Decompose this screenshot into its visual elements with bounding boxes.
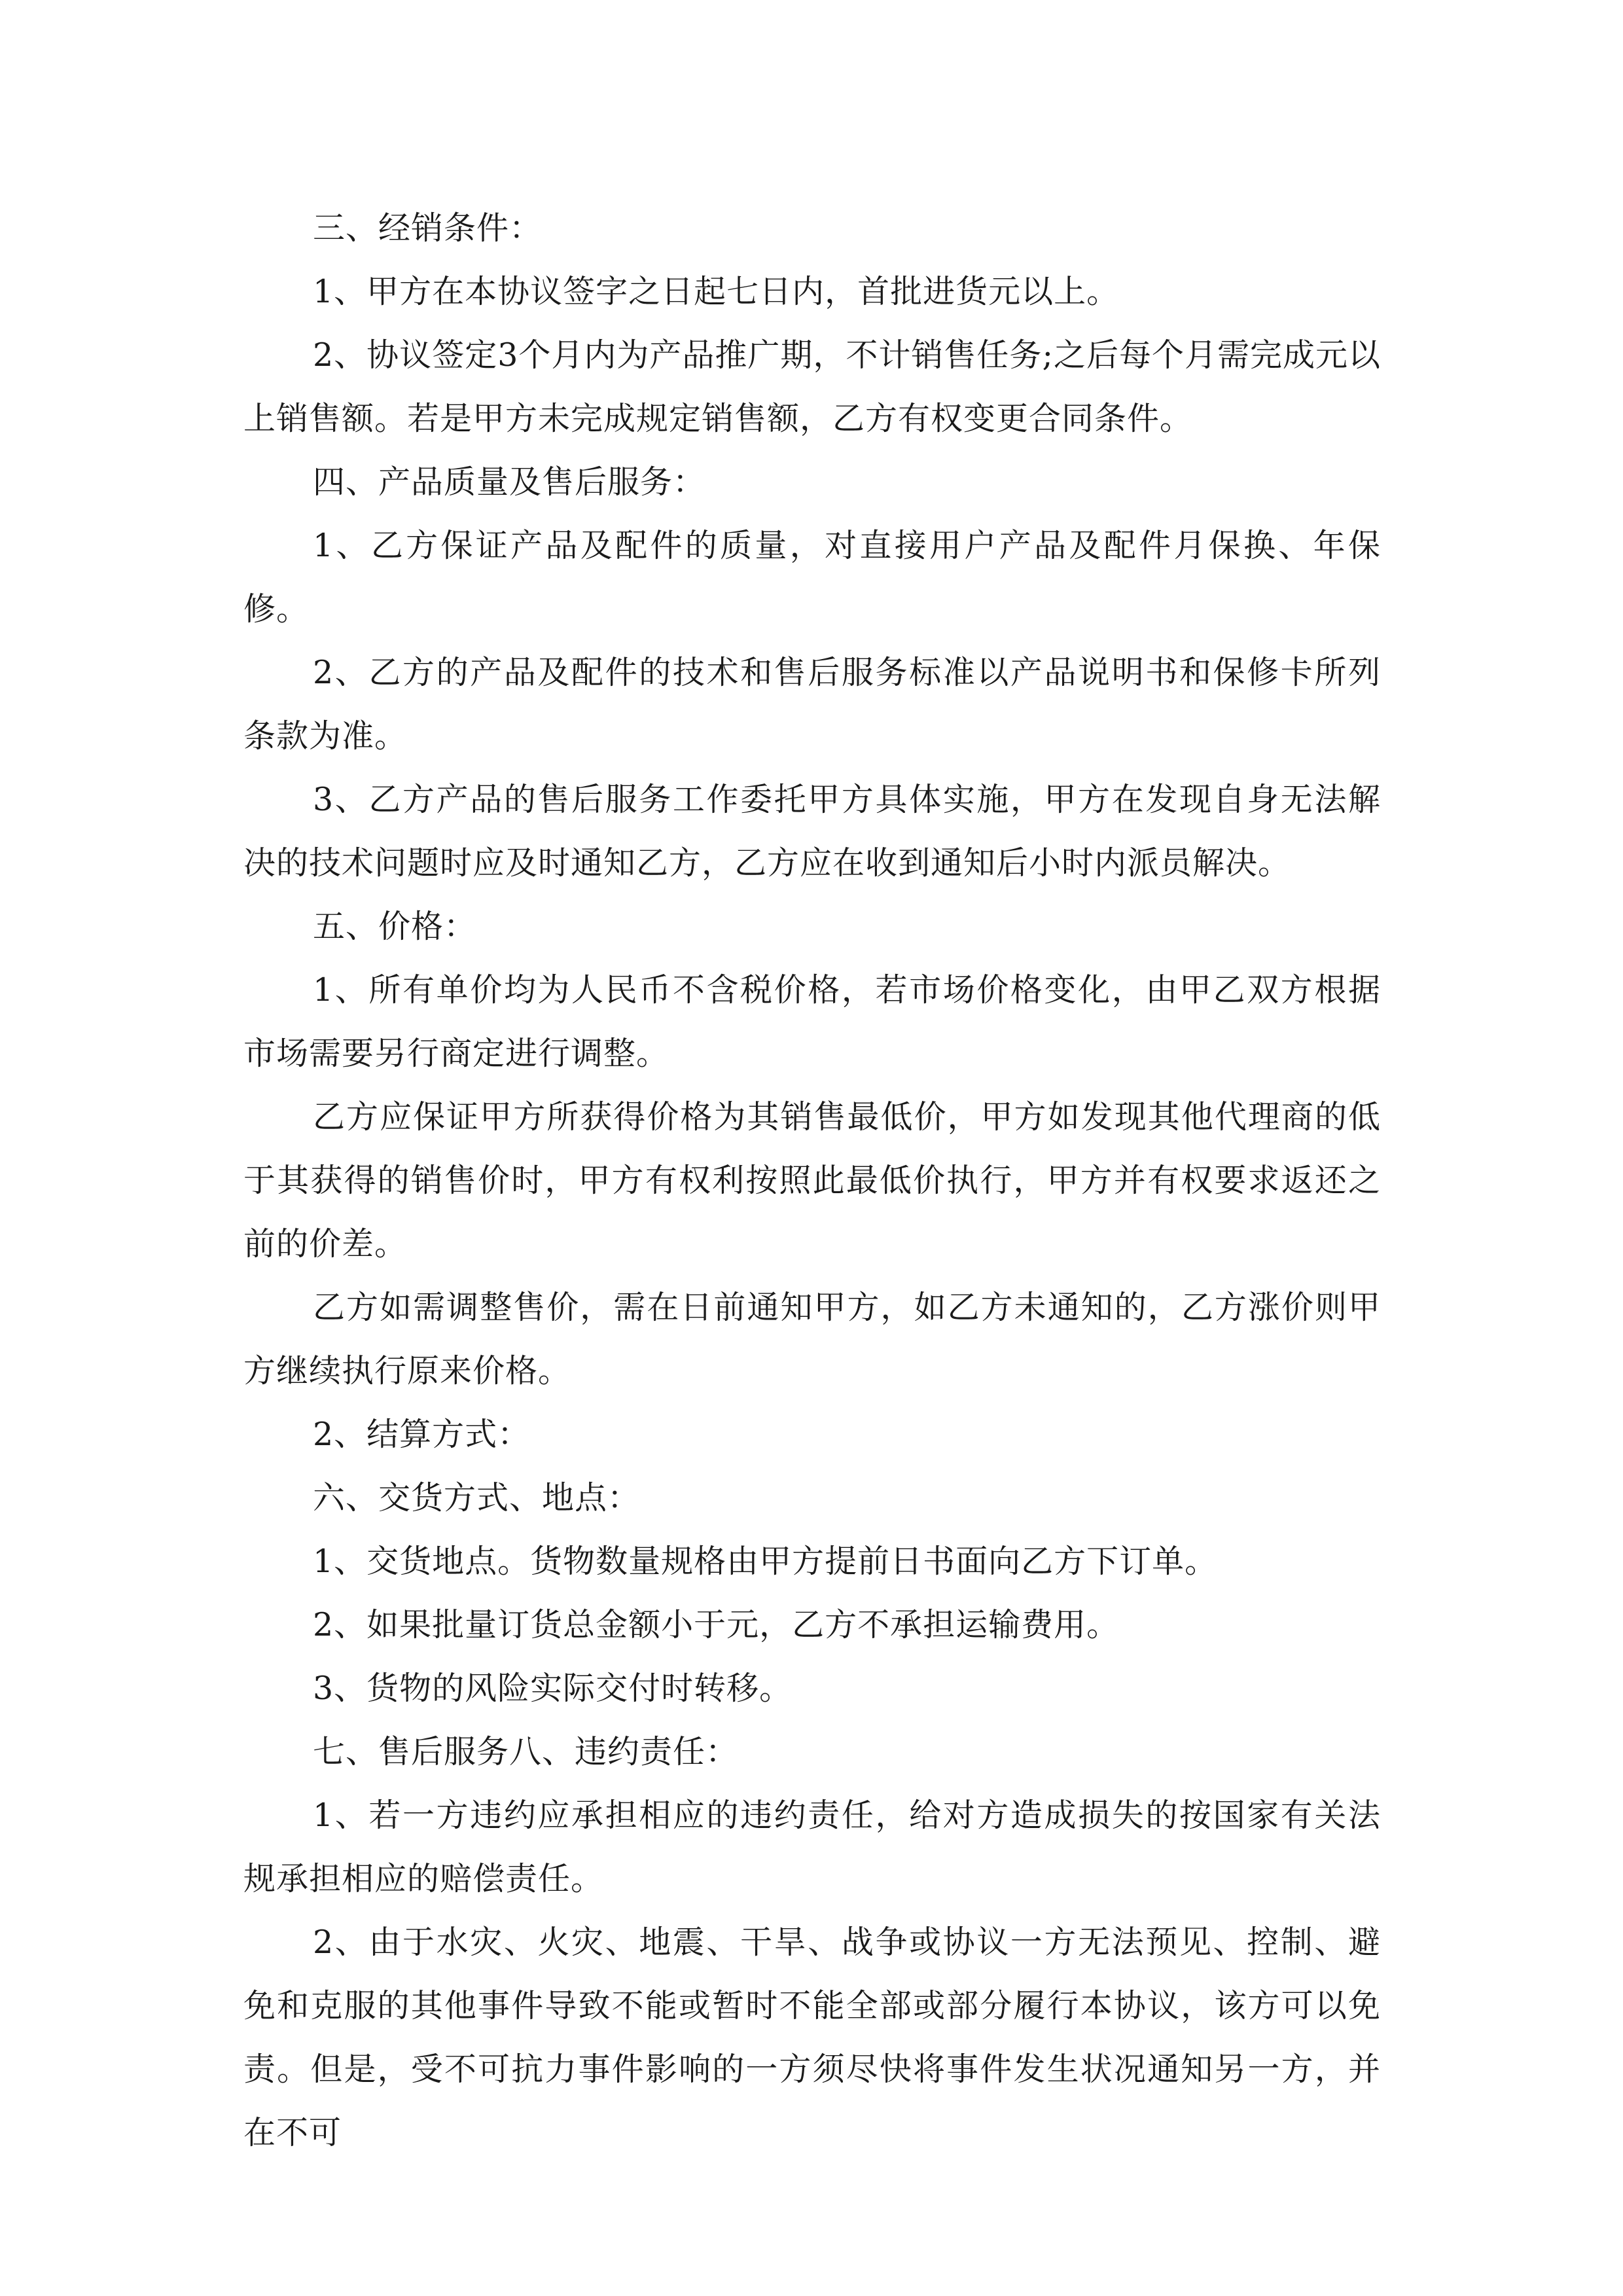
clause-settlement: 2、结算方式： [313, 1416, 531, 1453]
clause-delivery-place: 1、交货地点。货物数量规格由甲方提前日书面向乙方下订单。 [313, 1543, 1218, 1580]
section-heading-delivery: 六、交货方式、地点： [313, 1479, 641, 1516]
section-heading-distribution-terms: 三、经销条件： [313, 209, 543, 247]
clause-force-majeure: 2、由于水灾、火灾、地震、干旱、战争或协议一方无法预见、控制、避免和克服的其他事件导致不能或暂时不能全部或部分履行本协议，该方可以免责。但是，受不可抗力事件影响的一方须尽快将事件发生状况通知另一方，并在不可 [243, 1924, 1381, 2151]
clause-shipping-cost: 2、如果批量订货总金额小于元，乙方不承担运输费用。 [313, 1606, 1120, 1643]
section-heading-after-sales-liability: 七、售后服务八、违约责任： [313, 1733, 739, 1770]
clause-service-delegation: 3、乙方产品的售后服务工作委托甲方具体实施，甲方在发现自身无法解决的技术问题时应及时通知乙方，乙方应在收到通知后小时内派员解决。 [243, 781, 1381, 882]
clause-price-adjustment: 乙方如需调整售价，需在日前通知甲方，如乙方未通知的，乙方涨价则甲方继续执行原来价格。 [243, 1289, 1381, 1390]
clause-service-standard: 2、乙方的产品及配件的技术和售后服务标准以产品说明书和保修卡所列条款为准。 [243, 654, 1381, 755]
clause-breach-liability: 1、若一方违约应承担相应的违约责任，给对方造成损失的按国家有关法规承担相应的赔偿责任。 [243, 1797, 1381, 1897]
clause-risk-transfer: 3、货物的风险实际交付时转移。 [313, 1670, 793, 1707]
clause-promotion-period: 2、协议签定3个月内为产品推广期，不计销售任务;之后每个月需完成元以上销售额。若是甲方未完成规定销售额，乙方有权变更合同条件。 [243, 336, 1381, 437]
document-body [243, 196, 1381, 2164]
section-heading-price: 五、价格： [313, 908, 477, 945]
clause-quality-guarantee: 1、乙方保证产品及配件的质量，对直接用户产品及配件月保换、年保修。 [243, 527, 1381, 628]
clause-unit-price: 1、所有单价均为人民币不含税价格，若市场价格变化，由甲乙双方根据市场需要另行商定进行调整。 [243, 971, 1381, 1072]
clause-lowest-price: 乙方应保证甲方所获得价格为其销售最低价，甲方如发现其他代理商的低于其获得的销售价时，甲方有权利按照此最低价执行，甲方并有权要求返还之前的价差。 [243, 1098, 1381, 1263]
section-heading-quality-service: 四、产品质量及售后服务： [313, 463, 706, 501]
clause-first-purchase: 1、甲方在本协议签字之日起七日内，首批进货元以上。 [313, 273, 1120, 310]
